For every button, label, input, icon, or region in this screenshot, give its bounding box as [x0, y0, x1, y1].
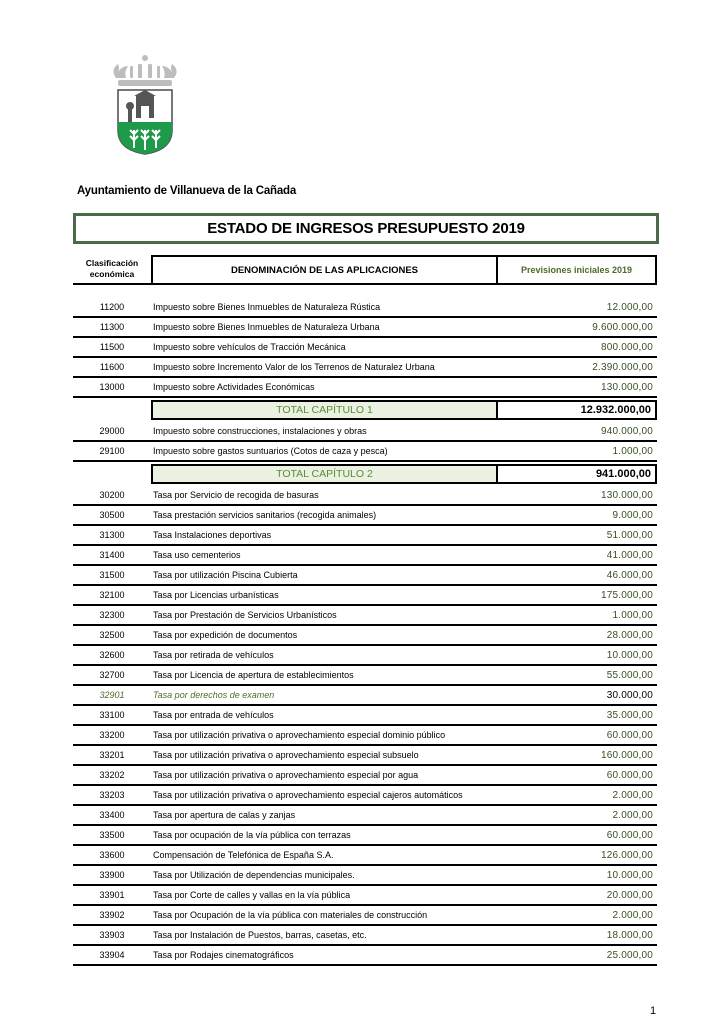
- chapter-total-amount: 12.932.000,00: [498, 400, 657, 420]
- chapter-total-label: TOTAL CAPÍTULO 2: [151, 464, 498, 484]
- row-amount: 20.000,00: [606, 890, 653, 901]
- row-amount: 60.000,00: [606, 830, 653, 841]
- header-classification-line1: Clasificación: [85, 258, 139, 268]
- row-amount: 46.000,00: [606, 570, 653, 581]
- row-code: 33201: [99, 750, 125, 760]
- row-description: Tasa por expedición de documentos: [153, 630, 298, 640]
- row-amount: 800.000,00: [600, 342, 653, 353]
- table-row: [73, 866, 657, 886]
- row-amount: 10.000,00: [606, 650, 653, 661]
- row-underline: [73, 460, 657, 462]
- row-description: Tasa por Utilización de dependencias municipales.: [153, 870, 355, 880]
- table-row: [73, 318, 657, 338]
- row-code: 33202: [99, 770, 125, 780]
- row-amount: 12.000,00: [606, 302, 653, 313]
- row-code: 30500: [99, 510, 125, 520]
- row-description: Tasa por Licencia de apertura de establecimientos: [153, 670, 354, 680]
- row-description: Tasa por utilización privativa o aprovechamiento especial dominio público: [153, 730, 446, 740]
- row-description: Tasa por derechos de examen: [153, 690, 275, 700]
- row-code: 33500: [99, 830, 125, 840]
- header-forecast: Previsiones iniciales 2019: [498, 255, 657, 285]
- page-number: 1: [650, 1005, 657, 1017]
- row-code: 32901: [99, 690, 125, 700]
- table-row: [73, 926, 657, 946]
- table-row: [73, 566, 657, 586]
- row-description: Impuesto sobre Bienes Inmuebles de Naturaleza Rústica: [153, 302, 381, 312]
- row-code: 33400: [99, 810, 125, 820]
- row-code: 33100: [99, 710, 125, 720]
- row-code: 31300: [99, 530, 125, 540]
- row-amount: 18.000,00: [606, 930, 653, 941]
- row-amount: 60.000,00: [606, 770, 653, 781]
- row-description: Impuesto sobre vehículos de Tracción Mecánica: [153, 342, 346, 352]
- row-description: Tasa por Ocupación de la vía pública con materiales de construcción: [153, 910, 428, 920]
- document-title: ESTADO DE INGRESOS PRESUPUESTO 2019: [207, 220, 525, 237]
- row-code: 31500: [99, 570, 125, 580]
- table-row: [73, 338, 657, 358]
- table-row: [73, 766, 657, 786]
- row-code: 33901: [99, 890, 125, 900]
- row-code: 32500: [99, 630, 125, 640]
- document-title-box: [73, 213, 659, 244]
- row-description: Tasa por entrada de vehículos: [153, 710, 274, 720]
- chapter-total-amount: 941.000,00: [498, 464, 657, 484]
- row-amount: 41.000,00: [606, 550, 653, 561]
- row-description: Tasa por utilización Piscina Cubierta: [153, 570, 298, 580]
- row-description: Tasa Instalaciones deportivas: [153, 530, 272, 540]
- table-row: [73, 666, 657, 686]
- table-row: [73, 706, 657, 726]
- row-description: Impuesto sobre Incremento Valor de los Terrenos de Naturalez Urbana: [153, 362, 435, 372]
- row-code: 13000: [99, 382, 125, 392]
- row-description: Tasa por Rodajes cinematográficos: [153, 950, 294, 960]
- organization-name: Ayuntamiento de Villanueva de la Cañada: [77, 185, 297, 197]
- table-row: [73, 546, 657, 566]
- row-underline: [73, 396, 657, 398]
- table-row: [73, 422, 657, 442]
- table-row: [73, 442, 657, 462]
- table-row: [73, 646, 657, 666]
- row-description: Tasa por Servicio de recogida de basuras: [153, 490, 319, 500]
- row-code: 33900: [99, 870, 125, 880]
- row-code: 32300: [99, 610, 125, 620]
- row-amount: 130.000,00: [600, 382, 653, 393]
- row-amount: 130.000,00: [600, 490, 653, 501]
- table-row: [73, 846, 657, 866]
- row-code: 32600: [99, 650, 125, 660]
- row-code: 33600: [99, 850, 125, 860]
- table-row: [73, 746, 657, 766]
- row-description: Compensación de Telefónica de España S.A.: [153, 850, 334, 860]
- table-row: [73, 886, 657, 906]
- row-description: Tasa por ocupación de la vía pública con terrazas: [153, 830, 351, 840]
- table-row: [73, 946, 657, 966]
- header-denomination: DENOMINACIÓN DE LAS APLICACIONES: [151, 255, 498, 285]
- row-description: Impuesto sobre Actividades Económicas: [153, 382, 315, 392]
- row-amount: 1.000,00: [612, 610, 653, 621]
- table-row: [73, 358, 657, 378]
- row-amount: 1.000,00: [612, 446, 653, 457]
- row-amount: 51.000,00: [606, 530, 653, 541]
- row-code: 33902: [99, 910, 125, 920]
- row-description: Tasa por utilización privativa o aprovechamiento especial subsuelo: [153, 750, 419, 760]
- table-row: [73, 586, 657, 606]
- row-amount: 2.390.000,00: [592, 362, 653, 373]
- row-code: 31400: [99, 550, 125, 560]
- row-code: 11200: [99, 302, 125, 312]
- table-row: [73, 298, 657, 318]
- row-amount: 28.000,00: [606, 630, 653, 641]
- row-amount: 175.000,00: [600, 590, 653, 601]
- row-amount: 9.000,00: [612, 510, 653, 521]
- row-description: Tasa por Licencias urbanísticas: [153, 590, 279, 600]
- table-row: [73, 526, 657, 546]
- row-description: Impuesto sobre Bienes Inmuebles de Naturaleza Urbana: [153, 322, 380, 332]
- row-code: 29100: [99, 446, 125, 456]
- row-code: 30200: [99, 490, 125, 500]
- chapter-total-row: [73, 464, 657, 484]
- row-description: Impuesto sobre gastos suntuarios (Cotos de caza y pesca): [153, 446, 388, 456]
- table-row: [73, 826, 657, 846]
- row-amount: 55.000,00: [606, 670, 653, 681]
- row-amount: 60.000,00: [606, 730, 653, 741]
- row-description: Impuesto sobre construcciones, instalaciones y obras: [153, 426, 367, 436]
- table-row: [73, 686, 657, 706]
- table-row: [73, 486, 657, 506]
- table-row: [73, 806, 657, 826]
- row-description: Tasa uso cementerios: [153, 550, 241, 560]
- row-code: 11300: [99, 322, 125, 332]
- row-amount: 2.000,00: [612, 810, 653, 821]
- row-code: 33200: [99, 730, 125, 740]
- table-row: [73, 906, 657, 926]
- row-amount: 30.000,00: [606, 690, 653, 701]
- row-code: 11500: [99, 342, 125, 352]
- row-amount: 160.000,00: [600, 750, 653, 761]
- row-code: 33203: [99, 790, 125, 800]
- table-row: [73, 378, 657, 398]
- header-classification-line2: económica: [89, 269, 135, 279]
- row-code: 33904: [99, 950, 125, 960]
- row-description: Tasa por utilización privativa o aprovechamiento especial por agua: [153, 770, 419, 780]
- row-code: 33903: [99, 930, 125, 940]
- row-amount: 2.000,00: [612, 910, 653, 921]
- row-description: Tasa por utilización privativa o aprovechamiento especial cajeros automáticos: [153, 790, 463, 800]
- row-amount: 2.000,00: [612, 790, 653, 801]
- table-row: [73, 506, 657, 526]
- municipal-coat-of-arms-logo: [108, 52, 182, 156]
- row-amount: 940.000,00: [600, 426, 653, 437]
- table-row: [73, 606, 657, 626]
- row-underline: [73, 964, 657, 966]
- row-description: Tasa por Prestación de Servicios Urbanísticos: [153, 610, 337, 620]
- row-code: 32700: [99, 670, 125, 680]
- row-code: 32100: [99, 590, 125, 600]
- row-description: Tasa por retirada de vehículos: [153, 650, 274, 660]
- row-description: Tasa prestación servicios sanitarios (recogida animales): [153, 510, 377, 520]
- row-amount: 35.000,00: [606, 710, 653, 721]
- row-code: 29000: [99, 426, 125, 436]
- row-amount: 126.000,00: [600, 850, 653, 861]
- row-description: Tasa por apertura de calas y zanjas: [153, 810, 296, 820]
- row-amount: 9.600.000,00: [592, 322, 653, 333]
- chapter-total-row: [73, 400, 657, 420]
- header-classification: [73, 255, 151, 285]
- row-amount: 10.000,00: [606, 870, 653, 881]
- chapter-total-label: TOTAL CAPÍTULO 1: [151, 400, 498, 420]
- table-row: [73, 786, 657, 806]
- row-description: Tasa por Instalación de Puestos, barras, casetas, etc.: [153, 930, 367, 940]
- row-description: Tasa por Corte de calles y vallas en la vía pública: [153, 890, 351, 900]
- table-row: [73, 726, 657, 746]
- row-code: 11600: [99, 362, 125, 372]
- table-row: [73, 626, 657, 646]
- row-amount: 25.000,00: [606, 950, 653, 961]
